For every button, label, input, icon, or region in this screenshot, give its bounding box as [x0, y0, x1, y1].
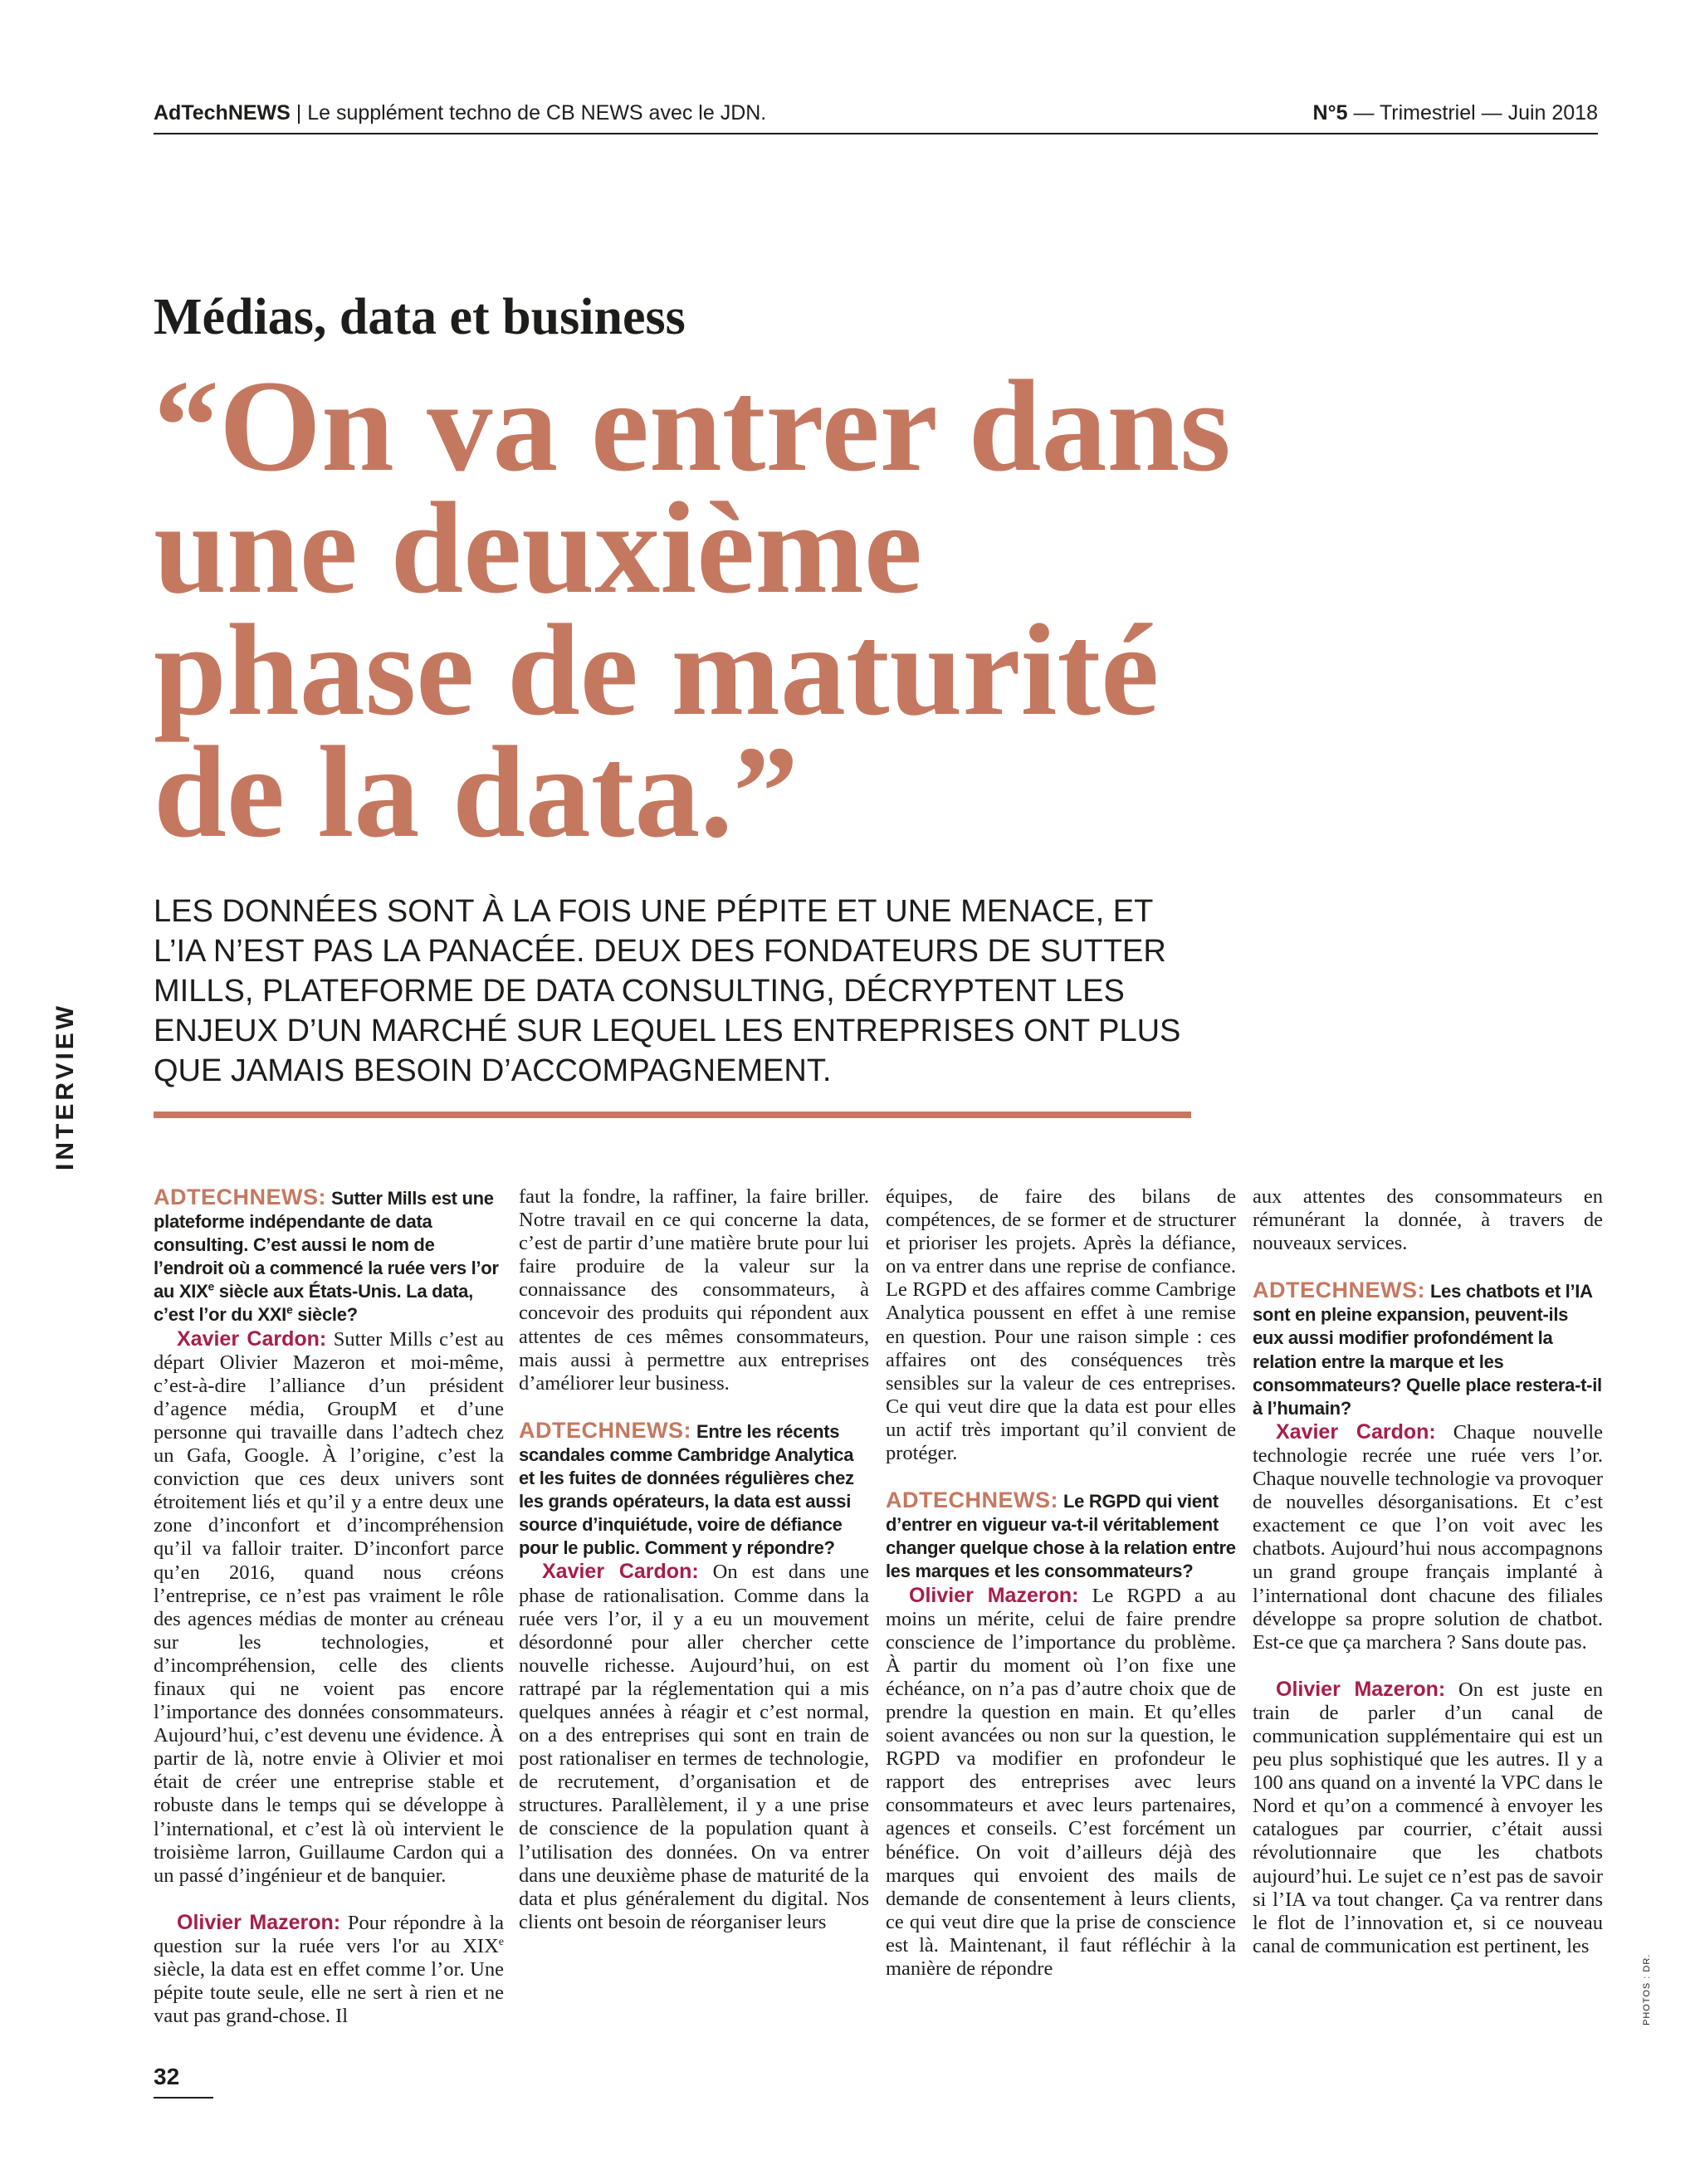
speaker-name: Olivier Mazeron: — [1276, 1677, 1446, 1701]
standfirst — [154, 892, 1208, 1091]
photo-credit: PHOTOS : DR. — [1642, 1953, 1652, 2025]
answer-text: On est juste en train de parler d’un canal de communication supplémentaire qui est un peu plus sophistiqué que les autres. Il y a 100 ans quand on a inventé la VPC dans le Nord et qu’on a commencé à envoyer les catalogues par courrier, c’était aussi révolutionnaire que les chatbots aujourd’hui. Le sujet ce n’est pas de savoir si l’IA va tout changer. Ça va rentrer dans le flot de l’innovation et, si ce nouveau canal de communication est pertinent, les — [1253, 1678, 1603, 1957]
text-column-4 — [1253, 1185, 1603, 2057]
question-text: Le RGPD qui vient d’entrer en vigueur va-t-il véritablement changer quelque chose à la relation entre les marques et les consommateurs? — [886, 1491, 1236, 1582]
question-text: siècle aux États-Unis. La data, c’est l’or du XXI — [154, 1281, 473, 1326]
header-tagline: | Le supplément techno de CB NEWS avec le JDN. — [290, 101, 767, 125]
speaker-name: Xavier Cardon: — [542, 1560, 699, 1584]
headline-line: de la data.” — [154, 720, 799, 865]
text-column-3 — [886, 1185, 1236, 2057]
speaker-name: Olivier Mazeron: — [909, 1583, 1079, 1607]
question-text: Sutter Mills est une plateforme indépendante de data consulting. C’est aussi le nom de l’endroit où a commencé la ruée vers l’or au XIX — [154, 1188, 499, 1302]
standfirst-line: L’IA N’EST PAS LA PANACÉE. DEUX DES FONDATEURS DE SUTTER — [154, 934, 1166, 969]
folio-rule — [154, 2097, 213, 2098]
standfirst-line: LES DONNÉES SONT À LA FOIS UNE PÉPITE ET UNE MENACE, ET — [154, 894, 1154, 929]
headline-line: phase de maturité — [154, 598, 1160, 743]
answer-continued: faut la fondre, la raffiner, la faire briller. Notre travail en ce qui concerne la data, c’est de partir d’une matière brute pour lui faire produire de la valeur sur la connaissance des consommateurs, à concevoir des produits qui répondent aux attentes de ces mêmes consommateurs, mais aussi à permettre aux entreprises d’améliorer leur business. — [519, 1185, 869, 1395]
answer-text: Le RGPD a au moins un mérite, celui de faire prendre conscience de l’importance du problème. À partir du moment où l’on fixe une échéance, on n’a pas d’autre choix que de prendre la question en main. Et qu’elles soient avancées ou non sur la question, le RGPD va modifier en profondeur le rapport des entreprises avec leurs consommateurs et avec leurs partenaires, agences et conseils. C’est forcément un bénéfice. On voit d’ailleurs déjà des marques qui envoient des mails de demande de consentement à leurs clients, ce qui veut dire que la prise de conscience est là. Maintenant, il faut réfléchir à la manière de répondre — [886, 1584, 1236, 1980]
standfirst-line: ENJEUX D’UN MARCHÉ SUR LEQUEL LES ENTREPRISES ONT PLUS — [154, 1014, 1181, 1048]
standfirst-line: QUE JAMAIS BESOIN D’ACCOMPAGNEMENT. — [154, 1053, 832, 1088]
speaker-name: Xavier Cardon: — [1276, 1419, 1436, 1444]
interviewer-label: ADTECHNEWS: — [154, 1185, 326, 1209]
header-right — [1313, 101, 1598, 125]
headline-line: une deuxième — [154, 476, 923, 621]
question-text: siècle? — [292, 1304, 358, 1326]
headline-line: “On va entrer dans — [154, 354, 1231, 499]
header-issue: N°5 — [1312, 101, 1348, 125]
answer-text: siècle, la data est en effet comme l’or. Une pépite toute seule, elle ne sert à rien et ne vaut pas grand-chose. Il — [154, 1958, 504, 2028]
answer-text: Pour répondre à la question sur la ruée vers l'or au XIX — [154, 1911, 504, 1957]
superscript: e — [498, 1935, 504, 1948]
superscript: e — [208, 1280, 214, 1294]
section-label: INTERVIEW — [51, 1002, 79, 1170]
answer — [154, 1327, 504, 1888]
superscript: e — [286, 1303, 293, 1317]
answer — [519, 1560, 869, 1934]
question — [1253, 1278, 1603, 1420]
question — [519, 1419, 869, 1561]
question-text: Les chatbots et l’IA sont en pleine expansion, peuvent-ils eux aussi modifier profondément la relation entre la marque et les consommateurs? Quelle place restera-t-il à l’humain? — [1253, 1281, 1602, 1419]
text-column-2 — [519, 1185, 869, 2057]
speaker-name: Olivier Mazeron: — [177, 1910, 341, 1934]
answer-text: Chaque nouvelle technologie recrée une ruée vers l’or. Chaque nouvelle technologie va provoquer de nouvelles désorganisations. Et c’est exactement ce que l’on voit avec les chatbots. Aujourd’hui nous accompagnons un grand groupe français implanté à l’international dont chacune des filiales développe sa propre solution de chatbot. Est-ce que ça marchera ? Sans doute pas. — [1253, 1420, 1603, 1654]
running-header — [154, 100, 1598, 134]
text-column-1 — [154, 1185, 504, 2057]
answer — [1253, 1678, 1603, 1958]
headline — [154, 354, 1316, 865]
answer-continued: équipes, de faire des bilans de compétences, de se former et de structurer et prioriser les projets. Après la défiance, on va entrer dans une reprise de confiance. Le RGPD et des affaires comme Cambrige Analytica poussent en effet à une remise en question. Pour une raison simple : ces affaires ont des conséquences très sensibles sur la valeur de ces entreprises. Ce qui veut dire que la data est pour elles un actif très important qu’il convient de protéger. — [886, 1185, 1236, 1465]
accent-rule — [154, 1112, 1191, 1118]
answer — [154, 1911, 504, 2028]
header-brand: AdTechNEWS — [154, 101, 291, 125]
speaker-name: Xavier Cardon: — [177, 1327, 327, 1351]
question-text: Entre les récents scandales comme Cambridge Analytica et les fuites de données régulières chez les grands opérateurs, la data est aussi source d’inquiétude, voire de défiance pour le public. Comment y répondre? — [519, 1420, 854, 1559]
question — [886, 1488, 1236, 1583]
answer — [1253, 1420, 1603, 1654]
interviewer-label: ADTECHNEWS: — [886, 1488, 1058, 1513]
question — [154, 1185, 504, 1327]
kicker: Médias, data et business — [154, 289, 686, 345]
header-date: — Trimestriel — Juin 2018 — [1347, 101, 1598, 125]
page-number: 32 — [154, 2064, 180, 2089]
answer — [886, 1584, 1236, 1981]
standfirst-line: MILLS, PLATEFORME DE DATA CONSULTING, DÉCRYPTENT LES — [154, 974, 1125, 1009]
answer-text: Sutter Mills c’est au départ Olivier Mazeron et moi-même, c’est-à-dire l’alliance d’un président d’agence média, GroupM et d’une personne qui travaille dans l’adtech chez un Gafa, Google. À l’origine, c’est la conviction que ces deux univers sont étroitement liés et qu’il y a entre deux une zone d’inconfort et d’incompréhension qu’il va falloir traiter. D’inconfort parce qu’en 2016, quand nous créons l’entreprise, ce n’est pas vraiment le rôle des agences médias de monter au créneau sur les technologies, et d’incompréhension, celle des clients finaux qui ne voient pas encore l’importance des données consommateurs. Aujourd’hui, c’est devenu une évidence. À partir de là, notre envie à Olivier et moi était de créer une entreprise stable et robuste dans le temps qui se développe à l’international, et c’est là où intervient le troisième larron, Guillaume Cardon qui a un passé d’ingénieur et de banquier. — [154, 1327, 504, 1887]
interviewer-label: ADTECHNEWS: — [519, 1417, 691, 1443]
header-left — [154, 101, 766, 125]
interviewer-label: ADTECHNEWS: — [1253, 1278, 1425, 1303]
answer-text: On est dans une phase de rationalisation. Comme dans la ruée vers l’or, il y a eu un mouvement désordonné pour aller chercher cette nouvelle richesse. Aujourd’hui, on est rattrapé par la réglementation qui a mis quelques années à réagir et c’est normal, on a des entreprises qui sont en train de post rationaliser en termes de technologie, de recrutement, d’organisation et de structures. Parallèlement, il y a une prise de conscience de la population quant à l’utilisation des données. On va entrer dans une deuxième phase de maturité de la data et plus généralement du digital. Nos clients ont besoin de réorganiser leurs — [519, 1561, 869, 1933]
answer-continued: aux attentes des consommateurs en rémunérant la donnée, à travers de nouveaux services. — [1253, 1185, 1603, 1255]
